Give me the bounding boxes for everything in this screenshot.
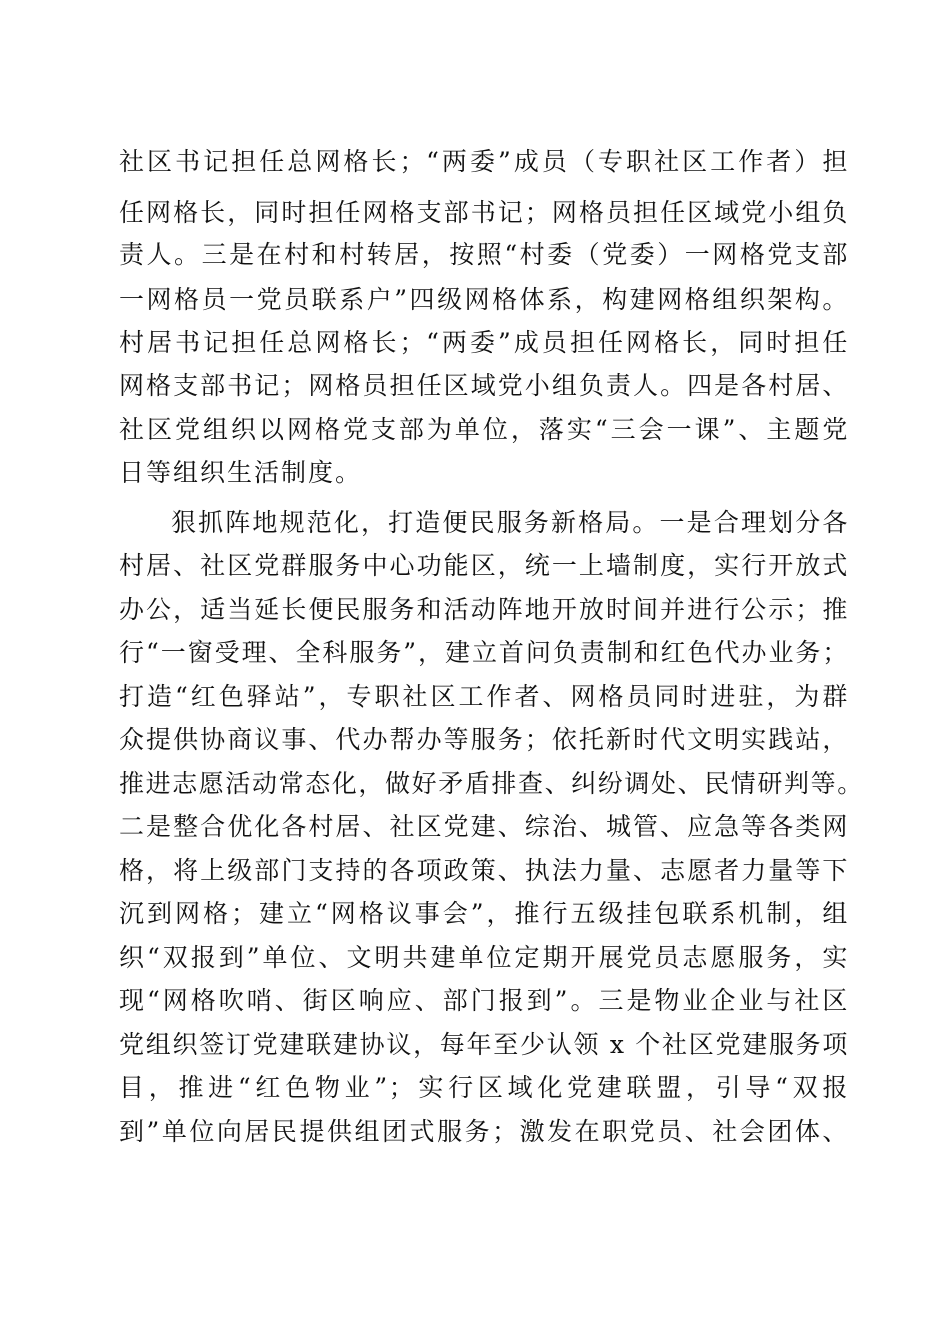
text-line: 社区书记担任总网格长；“两委”成员（专职社区工作者）担 [119,147,849,176]
text-line: 打造“红色驿站”，专职社区工作者、网格员同时进驻，为群 [119,682,849,711]
text-line: 沉到网格；建立“网格议事会”，推行五级挂包联系机制，组 [119,899,849,928]
text-line: 众提供协商议事、代办帮办等服务；依托新时代文明实践站， [119,725,849,754]
text-line: 织“双报到”单位、文明共建单位定期开展党员志愿服务，实 [119,943,849,972]
text-line: 格，将上级部门支持的各项政策、执法力量、志愿者力量等下 [119,856,849,885]
text-line: 村居、社区党群服务中心功能区，统一上墙制度，实行开放式 [119,551,849,580]
text-line: 二是整合优化各村居、社区党建、综治、城管、应急等各类网 [119,812,849,841]
paragraph-first-line: 狠抓阵地规范化，打造便民服务新格局。一是合理划分各 [171,508,849,537]
text-line: 责人。三是在村和村转居，按照“村委（党委）一网格党支部 [119,240,849,269]
text-line: 到”单位向居民提供组团式服务；激发在职党员、社会团体、 [119,1117,849,1146]
text-line: 现“网格吹哨、街区响应、部门报到”。三是物业企业与社区 [119,986,849,1015]
text-line: 行“一窗受理、全科服务”，建立首问负责制和红色代办业务； [119,638,849,667]
text-line: 一网格员一党员联系户”四级网格体系，构建网格组织架构。 [119,285,849,314]
text-line: 日等组织生活制度。 [119,458,363,487]
text-line: 社区党组织以网格党支部为单位，落实“三会一课”、主题党 [119,415,849,444]
text-line: 党组织签订党建联建协议，每年至少认领 x 个社区党建服务项 [119,1030,849,1059]
text-line: 任网格长，同时担任网格支部书记；网格员担任区域党小组负 [119,198,849,227]
text-line: 办公，适当延长便民服务和活动阵地开放时间并进行公示；推 [119,595,849,624]
text-line: 推进志愿活动常态化，做好矛盾排查、纠纷调处、民情研判等。 [119,769,864,798]
text-line: 网格支部书记；网格员担任区域党小组负责人。四是各村居、 [119,371,849,400]
text-line: 村居书记担任总网格长；“两委”成员担任网格长，同时担任 [119,328,849,357]
text-line: 目，推进“红色物业”；实行区域化党建联盟，引导“双报 [119,1073,849,1102]
